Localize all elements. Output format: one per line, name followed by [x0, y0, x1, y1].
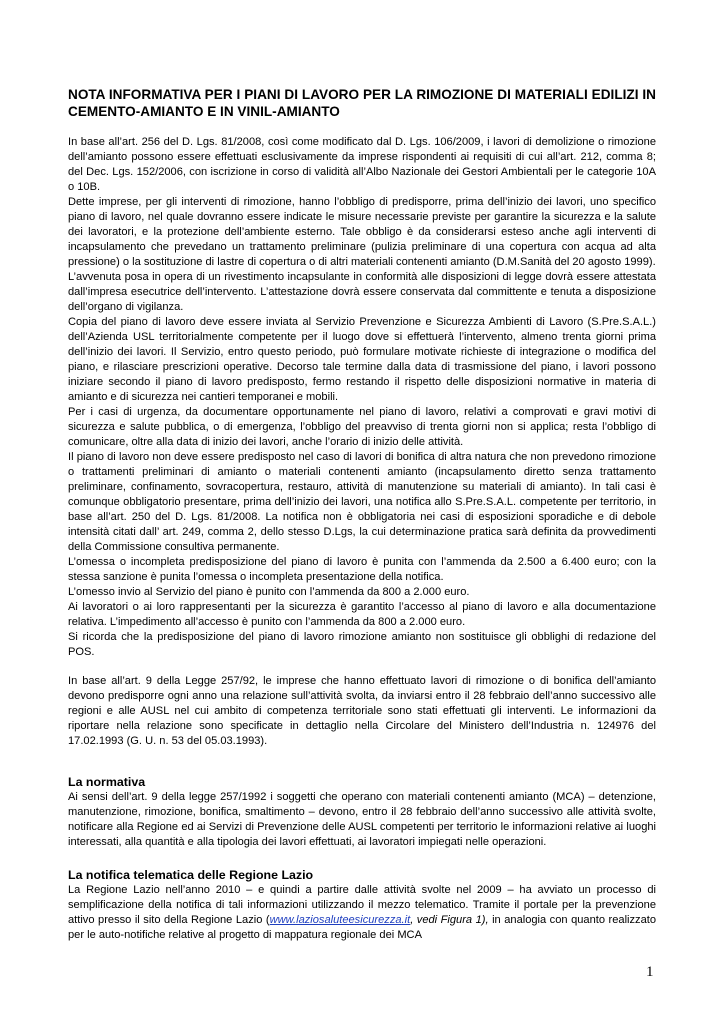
paragraph: Il piano di lavoro non deve essere predisposto nel caso di lavori di bonifica di altra natura che non prevedono rimozione o trattamenti preliminari di amianto o materiali contenenti amianto (incapsulamento diretto senza trattamento preliminare, confinamento, sovracopertura, restauro, attività di manutenzione su materiali di amianto). In tali casi è comunque obbligatorio presentare, prima dell’inizio dei lavori, una notifica allo S.Pre.S.A.L. competente per territorio, in base all’art. 250 del D. Lgs. 81/2008. La notifica non è obbligatoria nei casi di esposizioni sporadiche e di debole intensità citati dall’ art. 249, comma 2, dello stesso D.Lgs, la cui determinazione pratica sarà definita da provvedimenti della Commissione consultiva permanente.	[68, 451, 656, 553]
paragraph: L’avvenuta posa in opera di un rivestimento incapsulante in conformità alle disposizioni di legge dovrà essere attestata dall’impresa esecutrice dell’intervento. L’attestazione dovrà essere conservata dal committente e tenuta a disposizione dell’organo di vigilanza.	[68, 271, 656, 313]
art9-paragraph: In base all’art. 9 della Legge 257/92, le imprese che hanno effettuato lavori di rimozione o di bonifica dell’amianto devono predisporre ogni anno una relazione sull’attività svolta, da inviarsi entro il 28 febbraio dell’anno successivo alle regioni e alle AUSL nel cui ambito di competenza territoriale sono stati effettuati gli interventi. Le informazioni da riportare nella relazione sono specificate in dettaglio nella Circolare del Ministero dell’Industria n. 124976 del 17.02.1993 (G. U. n. 53 del 05.03.1993).	[68, 675, 656, 747]
document-title: NOTA INFORMATIVA PER I PIANI DI LAVORO PER LA RIMOZIONE DI MATERIALI EDILIZI IN CEMENTO-AMIANTO E IN VINIL-AMIANTO	[68, 87, 656, 119]
normativa-paragraph: Ai sensi dell’art. 9 della legge 257/1992 i soggetti che operano con materiali contenenti amianto (MCA) – detenzione, manutenzione, rimozione, bonifica, smaltimento – devono, entro il 28 febbraio dell’anno successivo alle attività svolte, notificare alla Regione ed ai Servizi di Prevenzione delle AUSL competenti per territorio le informazioni relative ai luoghi interessati, alla quantità e alla tipologia dei lavori effettuati, ai lavoratori impiegati nelle operazioni.	[68, 791, 656, 848]
heading-normativa: La normativa	[68, 775, 146, 789]
paragraph: L’omesso invio al Servizio del piano è punito con l’ammenda da 800 a 2.000 euro.	[68, 586, 470, 598]
notifica-text-before: La Regione Lazio nell’anno 2010 – e quindi a partire dalle attività svolte nel 2009 – ha avviato un processo di semplificazione della notifica di tali informazioni utilizzando il mezzo telematico. Tramite il portale per la prevenzione attivo presso il sito della Regione Lazio (	[68, 884, 656, 926]
paragraph: Si ricorda che la predisposizione del piano di lavoro rimozione amianto non sostituisce gli obblighi di redazione del POS.	[68, 631, 656, 658]
portal-link[interactable]: www.laziosaluteesicurezza.it	[269, 914, 411, 926]
paragraph: Dette imprese, per gli interventi di rimozione, hanno l’obbligo di predisporre, prima dell’inizio dei lavori, uno specifico piano di lavoro, nel quale dovranno essere indicate le misure necessarie previste per garantire la sicurezza e la salute dei lavoratori, e la protezione dell’ambiente esterno. Tale obbligo è da considerarsi esteso anche agli interventi di incapsulamento che prevedano un trattamento preliminare (pulizia preliminare di una copertura con acqua ad alta pressione) o la sostituzione di lastre di copertura o di altri materiali contenenti amianto (D.M.Sanità del 20 agosto 1999).	[68, 196, 656, 268]
notifica-paragraph	[68, 883, 656, 943]
page-number: 1	[646, 964, 654, 980]
paragraph: Ai lavoratori o ai loro rappresentanti per la sicurezza è garantito l’accesso al piano di lavoro e alla documentazione relativa. L’impedimento all’accesso è punito con l’ammenda da 800 a 2.000 euro.	[68, 601, 656, 628]
paragraph: Copia del piano di lavoro deve essere inviata al Servizio Prevenzione e Sicurezza Ambienti di Lavoro (S.Pre.S.A.L.) dell’Azienda USL territorialmente competente per il luogo dove si effettuerà l’intervento, almeno trenta giorni prima dell’inizio dei lavori. Il Servizio, entro questo periodo, può formulare motivate richieste di integrazione o modifica del piano, e rilasciare prescrizioni operative. Decorso tale termine dalla data di trasmissione del piano, i lavori possono iniziare secondo il piano di lavoro predisposto, fermo restando il rispetto delle disposizioni normative in materia di amianto e di sicurezza nei cantieri temporanei e mobili.	[68, 316, 656, 403]
paragraph: L’omessa o incompleta predisposizione del piano di lavoro è punita con l’ammenda da 2.500 a 6.400 euro; con la stessa sanzione è punita l’omessa o incompleta presentazione della notifica.	[68, 556, 656, 583]
intro-section	[68, 135, 656, 660]
figure-reference: , vedi Figura 1),	[410, 914, 489, 926]
notifica-text-after: in analogia con quanto realizzato per le auto-notifiche relative al progetto di mappatura regionale dei MCA	[68, 914, 657, 941]
document-page	[68, 86, 656, 943]
paragraph: Per i casi di urgenza, da documentare opportunamente nel piano di lavoro, relativi a comprovati e gravi motivi di sicurezza e salute pubblica, o di emergenza, l’obbligo del preavviso di trenta giorni non si applica; resta l’obbligo di comunicare, oltre alla data di inizio dei lavori, anche l’orario di inizio delle attività.	[68, 406, 656, 448]
heading-notifica-telematica: La notifica telematica delle Regione Lazio	[68, 868, 314, 882]
paragraph: In base all’art. 256 del D. Lgs. 81/2008, così come modificato dal D. Lgs. 106/2009, i lavori di demolizione o rimozione dell’amianto possono essere effettuati esclusivamente da imprese rispondenti ai requisiti di cui all’art. 212, comma 8; del Dec. Lgs. 152/2006, con iscrizione in corso di validità all’Albo Nazionale dei Gestori Ambientali per le categorie 10A o 10B.	[68, 136, 656, 193]
